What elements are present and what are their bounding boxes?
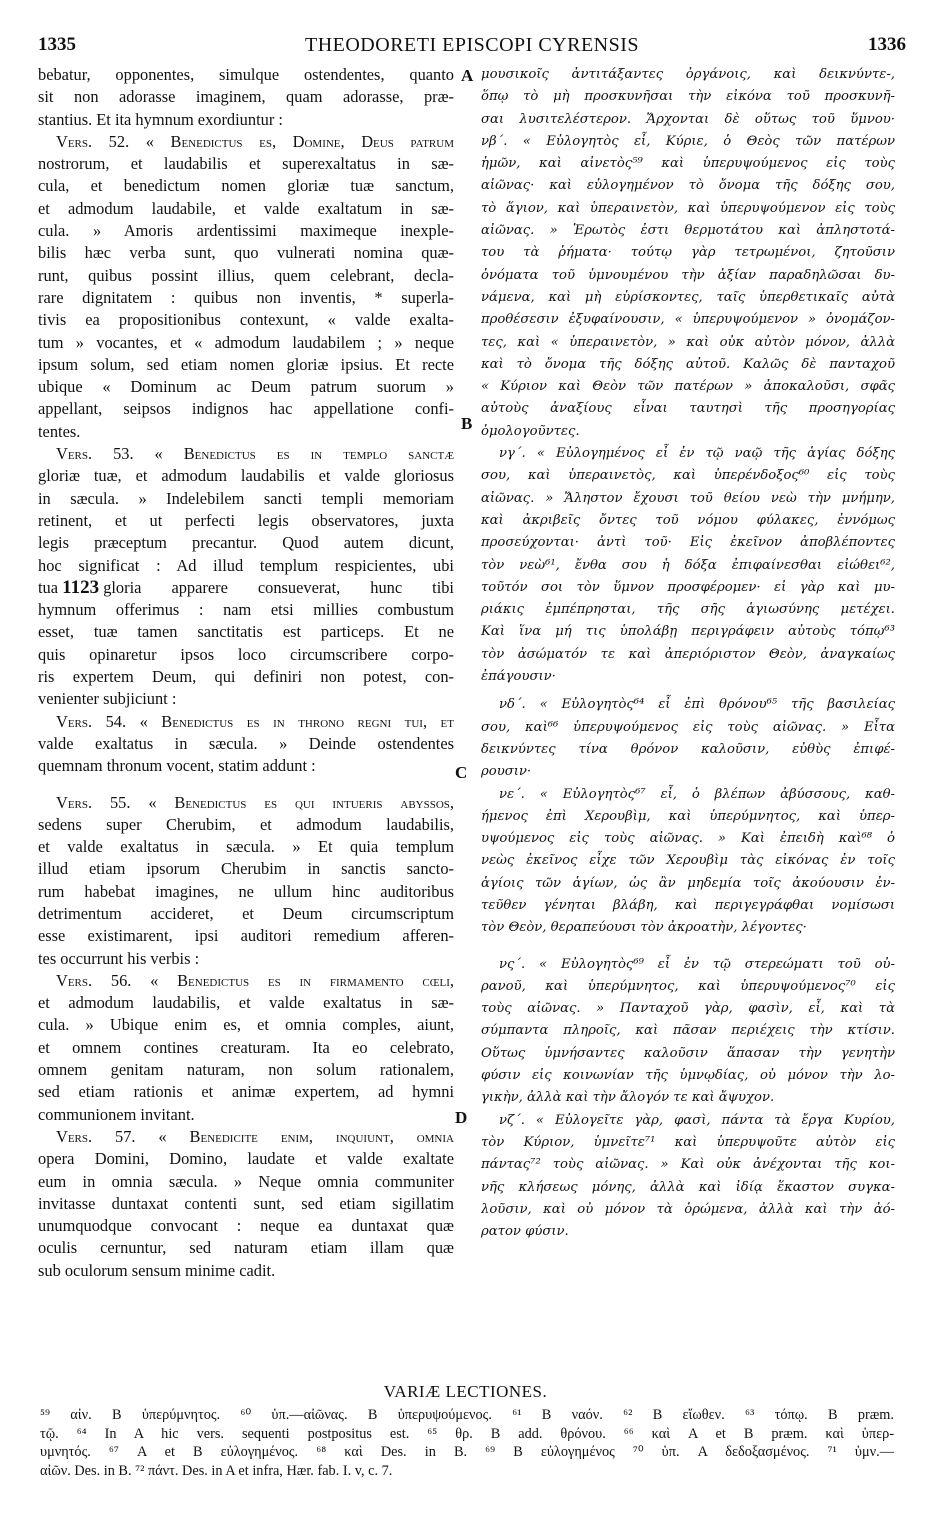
latin-line: quemnam thronum vocent, statim addunt :: [38, 756, 316, 776]
latin-line: tentes.: [38, 421, 81, 441]
latin-line: Vers. 53. « Benedictus es in templo sanctæ: [56, 444, 454, 464]
greek-line: τεῦθεν γένηται βλάβη, καὶ περιγεγράφθαι νομίσωσι: [481, 897, 895, 913]
latin-line: et admodum laudabilis, et valde exaltatus in sæ-: [38, 993, 454, 1013]
greek-line: προθέσεσιν ἐξυφαίνουσιν, « ὑπερυψούμενον » ὀνομάζον-: [481, 312, 895, 328]
latin-line: quis opinaretur ipsos loco circumscribere corpo-: [38, 644, 454, 664]
greek-line: ρανοῦ, καὶ ὑπερύμνητος, καὶ ὑπερυψούμενος⁷⁰ εἰς: [481, 978, 895, 994]
greek-line: σου, καὶ⁶⁶ ὑπερυψούμενος εἰς τοὺς αἰῶνας. » Εἶτα: [481, 719, 895, 735]
greek-column: [481, 64, 895, 1243]
greek-line: τοὺς αἰῶνας. » Πανταχοῦ γὰρ, φασὶν, εἶ, καὶ τὰ: [481, 1001, 895, 1017]
greek-line: τὸν ἀσώματόν τε καὶ ἀπεριόριστον Θεὸν, ἀναγκαίως: [481, 646, 895, 662]
greek-line: ρατον φύσιν.: [481, 1224, 569, 1240]
greek-line: Καὶ ἵνα μή τις ὑπολάβῃ περιγράφειν αὐτοὺς τόπῳ⁶³: [481, 624, 895, 640]
latin-line: ubique « Dominum ac Deum patrum suorum »: [38, 377, 454, 397]
latin-line: rum habebat imagines, ne ullum hinc auditoribus: [38, 881, 454, 901]
latin-line: bebatur, opponentes, simulque ostendentes, quanto: [38, 65, 454, 84]
latin-line: cula. » Amoris ardentissimi maximeque inexple-: [38, 221, 454, 241]
latin-line: rare dignitatem : quibus non inventis, * superla-: [38, 287, 454, 307]
latin-line: sed etiam rationis et animæ expertem, ad hymni: [38, 1082, 454, 1102]
latin-line: Vers. 56. « Benedictus es in firmamento cœli,: [56, 970, 454, 990]
latin-line: valde exaltatus in sæcula. » Deinde ostendentes: [38, 733, 454, 753]
latin-line: legis præceptum precantur. Quod autem dicunt,: [38, 533, 454, 553]
page-number-right: 1336: [868, 34, 906, 55]
latin-line: et omnem contines creaturam. Ita eo celebrato,: [38, 1037, 454, 1057]
note-line: τῷ. ⁶⁴ In A hic vers. sequenti postpositus est. ⁶⁵ θρ. B add. θρόνου. ⁶⁶ καὶ A et B præm. καὶ ὑπερ-: [40, 1425, 894, 1442]
latin-line: eum in omnia sæcula. » Neque omnia communiter: [38, 1171, 454, 1191]
greek-line: σου, καὶ ὑπεραινετὸς, καὶ ὑπερένδοξος⁶⁰ εἰς τοὺς: [481, 468, 895, 484]
variae-lectiones-notes: [40, 1406, 894, 1480]
latin-line: runt, quibus possint illius, quem celebrant, decla-: [38, 265, 454, 285]
greek-line: αἰῶνας. » Ἐρωτὸς ἐστι θερμοτάτου καὶ ἀπληστοτά-: [481, 223, 895, 239]
spacer: [481, 940, 895, 954]
latin-line: venienter subjiciunt :: [38, 689, 177, 709]
greek-line: καὶ ἀκριβεῖς ὄντες τοῦ νόμου φύλακες, ἐννόμως: [481, 512, 895, 528]
greek-line: Οὕτως ὑμνήσαντες καλοῦσιν ἅπασαν τὴν γενητὴν: [481, 1045, 895, 1061]
greek-line: μουσικοῖς ἀντιτάξαντες ὀργάνοις, καὶ δεικνύντε-,: [481, 67, 895, 82]
spacer: [38, 778, 454, 792]
page-number-left: 1335: [38, 34, 76, 55]
latin-line: stantius. Et ita hymnum exordiuntur :: [38, 109, 283, 129]
latin-line: nostrorum, et laudabilis et superexaltatus in sæ-: [38, 154, 454, 174]
greek-line: ὀνόματα τοῦ ὑμνουμένου τὴν ἀξίαν παραδηλῶσαι δυ-: [481, 267, 895, 283]
greek-line: τες, καὶ « ὑπεραινετὸν, » καὶ οὐκ αὐτὸν μόνον, ἀλλὰ: [481, 334, 895, 350]
latin-line: sit non adorasse imaginem, quam adorasse, præ-: [38, 87, 454, 107]
greek-line: « Κύριον καὶ Θεὸν τῶν πατέρων » ἀποκαλοῦσι, σφᾶς: [481, 379, 895, 395]
latin-line: appellant, seipsos indignos hac appellatione confi-: [38, 399, 454, 419]
greek-line: ὁμολογοῦντες.: [481, 423, 580, 439]
latin-line: ris expertem Deum, qui definiri non potest, con-: [38, 667, 454, 687]
greek-line: ρουσιν·: [481, 764, 532, 780]
greek-line: τὸν Κύριον, ὑμνεῖτε⁷¹ καὶ ὑπερυψοῦτε αὐτὸν εἰς: [481, 1134, 895, 1150]
greek-line: ριάκις ἐμπέπρησται, τῆς σῆς ἁγιωσύνης μετέχει.: [481, 602, 895, 618]
latin-line: tum » vocantes, et « admodum laudabilem ; » neque: [38, 332, 454, 352]
latin-line: cula, et benedictum nomen gloriæ tuæ sanctum,: [38, 176, 454, 196]
note-line: ⁵⁹ αἰν. B ὑπερύμνητος. ⁶⁰ ὑπ.—αἰῶνας. B ὑπερυψούμενος. ⁶¹ B ναόν. ⁶² B εἴωθεν. ⁶³ τόπῳ. B præm.: [40, 1407, 894, 1423]
greek-line: τὸ ἅγιον, καὶ ὑπεραινετὸν, καὶ ὑπερυψούμενον εἰς τοὺς: [481, 200, 895, 216]
latin-line: in sæcula. » Indelebilem sancti templi memoriam: [38, 488, 454, 508]
greek-line: νβ΄. « Εὐλογητὸς εἶ, Κύριε, ὁ Θεὸς τῶν πατέρων: [481, 133, 895, 149]
latin-line: communionem invitant.: [38, 1104, 195, 1124]
greek-line: αἰῶνας. » Ἄληστον ἔχουσι τοῦ θείου νεὼ τὴν μνήμην,: [481, 490, 895, 506]
greek-line: αὐτοὺς ἀναξίους εἶναι ταυτησὶ τῆς προσηγορίας: [481, 401, 895, 417]
greek-line: ὅπῳ τὸ μὴ προσκυνῆσαι τὴν εἰκόνα τοῦ προσκυνῆ-: [481, 89, 895, 105]
greek-line: φύσιν εἰς κοινωνίαν τῆς ὑμνῳδίας, οὐ μόνον τὴν λο-: [481, 1068, 895, 1084]
greek-line: νδ΄. « Εὐλογητὸς⁶⁴ εἶ ἐπὶ θρόνου⁶⁵ τῆς βασιλείας: [499, 697, 895, 713]
latin-line: unumquodque convocant : neque ea duntaxat quæ: [38, 1216, 454, 1236]
greek-line: νάμενα, καὶ μὴ εὑρίσκοντες, ταῖς ὑπερθετικαῖς αὐτὰ: [481, 289, 895, 305]
greek-line: γικὴν, ἀλλὰ καὶ τὴν ἄλογόν τε καὶ ἄψυχον.: [481, 1090, 775, 1106]
latin-line: Vers. 57. « Benedicite enim, inquiunt, omnia: [56, 1126, 454, 1146]
greek-line: προσεύχονται· ἀντὶ τοῦ· Εἰς ἐκεῖνον ἀποβλέποντες: [481, 535, 895, 551]
latin-line: esset, tuæ tamen sanctitatis est particeps. Et ne: [38, 622, 454, 642]
latin-line: invitasse duntaxat contenti sunt, sed etiam sigillatim: [38, 1193, 454, 1213]
greek-line: ἁγίοις τῶν ἁγίων, ὡς ἂν μηδεμία τοῖς ἀκούουσιν ἐν-: [481, 875, 895, 891]
greek-line: τὸν Θεὸν, θεραπεύουσι τὸν ἀκροατὴν, λέγοντες·: [481, 920, 807, 936]
latin-line: et valde exaltatus in sæcula. » Et quia templum: [38, 837, 454, 857]
latin-line: illud etiam ipsorum Cherubim in sanctis sancto-: [38, 859, 454, 879]
latin-line: sub oculorum sensum minime cadit.: [38, 1260, 276, 1280]
greek-line: καὶ τὸ ὄνομα τῆς δόξης αὐτοῦ. Καλῶς δὲ πανταχοῦ: [481, 356, 895, 372]
latin-line: Vers. 52. « Benedictus es, Domine, Deus patrum: [56, 131, 454, 151]
note-line: υμνητός. ⁶⁷ A et B εὐλογημένος. ⁶⁸ καὶ Des. in B. ⁶⁹ B εὐλογημένος ⁷⁰ ὑπ. A δεδοξασμένος. ⁷¹ ὑμν.—: [40, 1444, 894, 1460]
greek-line: λοῦσιν, καὶ οὐ μόνον τὰ ὁρώμενα, ἀλλὰ καὶ τὴν ἀό-: [481, 1201, 895, 1217]
latin-line: opera Domini, Domino, laudate et valde exaltate: [38, 1149, 454, 1169]
latin-line: Vers. 55. « Benedictus es qui intueris abyssos,: [56, 792, 454, 812]
greek-line: σύμπαντα πληροῖς, καὶ πᾶσαν περιέχεις τὴν κτίσιν.: [481, 1023, 895, 1039]
greek-line: τὸν νεὼ⁶¹, ἔνθα σου ἡ δόξα ἐπιφαίνεσθαι εἰώθει⁶²,: [481, 557, 895, 573]
latin-line: hoc significat : Ad illud templum respicientes, ubi: [38, 555, 454, 575]
running-title: THEODORETI EPISCOPI CYRENSIS: [304, 34, 640, 56]
latin-line: esse existimarent, ipsi auditori remedium afferen-: [38, 926, 454, 946]
greek-line: ἐπάγουσιν·: [481, 669, 556, 685]
greek-line: ἡμῶν, καὶ αἰνετὸς⁵⁹ καὶ ὑπερυψούμενος εἰς τοὺς: [481, 156, 895, 172]
latin-line: omnem genitam naturam, non solum rationalem,: [38, 1060, 454, 1080]
greek-line: νγ΄. « Εὐλογημένος εἶ ἐν τῷ ναῷ τῆς ἁγίας δόξης: [499, 446, 895, 462]
column-number: 1123: [62, 576, 100, 598]
latin-line: oculis cernuntur, sed naturam etiam illam quæ: [38, 1238, 454, 1258]
latin-line: gloriæ tuæ, et admodum laudabilis et valde gloriosus: [38, 466, 454, 486]
latin-line: ipsum solum, sed etiam nomen gloriæ ipsius. Et recte: [38, 354, 454, 374]
latin-line: bilis hæc verba sunt, quo vulnerati nomina quæ-: [38, 243, 454, 263]
latin-line-text: gloria apparere consueverat, hunc tibi: [103, 577, 454, 597]
latin-line: sedens super Cherubim, et admodum laudabilis,: [38, 814, 454, 834]
variae-lectiones-title: VARIÆ LECTIONES.: [383, 1382, 548, 1401]
margin-marker-b: B: [461, 414, 473, 433]
latin-line: detrimentum accideret, et Deum circumscriptum: [38, 903, 454, 923]
greek-line: νε΄. « Εὐλογητὸς⁶⁷ εἶ, ὁ βλέπων ἀβύσσους, καθ-: [499, 786, 895, 802]
latin-line: cula. » Ubique enim es, et omnia comples, aiunt,: [38, 1015, 454, 1035]
greek-line: υψούμενος εἰς τοὺς αἰῶνας. » Καὶ ἐπειδὴ καὶ⁶⁸ ὁ: [481, 831, 895, 847]
latin-line-with-number: tua 1123 gloria apparere consueverat, hunc tibi: [38, 576, 454, 598]
page-header: [38, 34, 906, 58]
margin-marker-c: C: [455, 763, 468, 782]
latin-line: tivis ea propositionibus contexunt, « valde exalta-: [38, 310, 454, 330]
margin-marker-a: A: [461, 66, 474, 85]
note-line: αἰῶν. Des. in B. ⁷² πάντ. Des. in A et infra, Hær. fab. I. v, c. 7.: [40, 1462, 393, 1479]
latin-line: retinent, et ut perfecti legis observatores, juxta: [38, 510, 454, 530]
greek-line: νεὼς ἐκεῖνος εἶχε τῶν Χερουβὶμ τὰς εἰκόνας ἐν τοῖς: [481, 853, 895, 869]
greek-line: σαι λυσιτελέστερον. Ἄρχονται δὲ οὕτως τοῦ ὕμνου·: [481, 111, 895, 127]
margin-marker-d: D: [455, 1108, 468, 1127]
greek-line: νς΄. « Εὐλογητὸς⁶⁹ εἶ ἐν τῷ στερεώματι τοῦ οὐ-: [499, 956, 895, 972]
latin-line: et admodum laudabile, et valde exaltatum in sæ-: [38, 198, 454, 218]
greek-line: πάντας⁷² τοὺς αἰῶνας. » Καὶ οὐκ ἀνέχονται τῆς κοι-: [481, 1157, 895, 1173]
greek-line: ήμενος ἐπὶ Χερουβὶμ, καὶ ὑπερύμνητος, καὶ ὑπερ-: [481, 808, 895, 824]
latin-line: hymnum offerimus : nam etsi millies combustum: [38, 600, 454, 620]
greek-line: τοῦτόν σοι τὸν ὕμνον προσφέρομεν· εἰ γὰρ καὶ μυ-: [481, 579, 895, 595]
latin-column: [38, 64, 454, 1282]
greek-line: νῆς κλήσεως μόνης, ἀλλὰ καὶ ἰδίᾳ ἕκαστον συγκα-: [481, 1179, 895, 1195]
greek-line: δεικνύντες τίνα θρόνον καλοῦσιν, εὐθὺς ἐπιφέ-: [481, 741, 895, 757]
latin-line: tes occurrunt his verbis :: [38, 948, 200, 968]
greek-line: αἰῶνας· καὶ εὐλογημένον τὸ ὄνομα τῆς δόξης σου,: [481, 178, 895, 194]
greek-line: νζ΄. « Εὐλογεῖτε γὰρ, φασὶ, πάντα τὰ ἔργα Κυρίου,: [499, 1112, 895, 1128]
latin-line: Vers. 54. « Benedictus es in throno regni tui, et: [56, 711, 454, 731]
greek-line: του τὰ ῥήματα· τούτῳ γὰρ τετρωμένοι, ζητοῦσιν: [481, 245, 895, 261]
